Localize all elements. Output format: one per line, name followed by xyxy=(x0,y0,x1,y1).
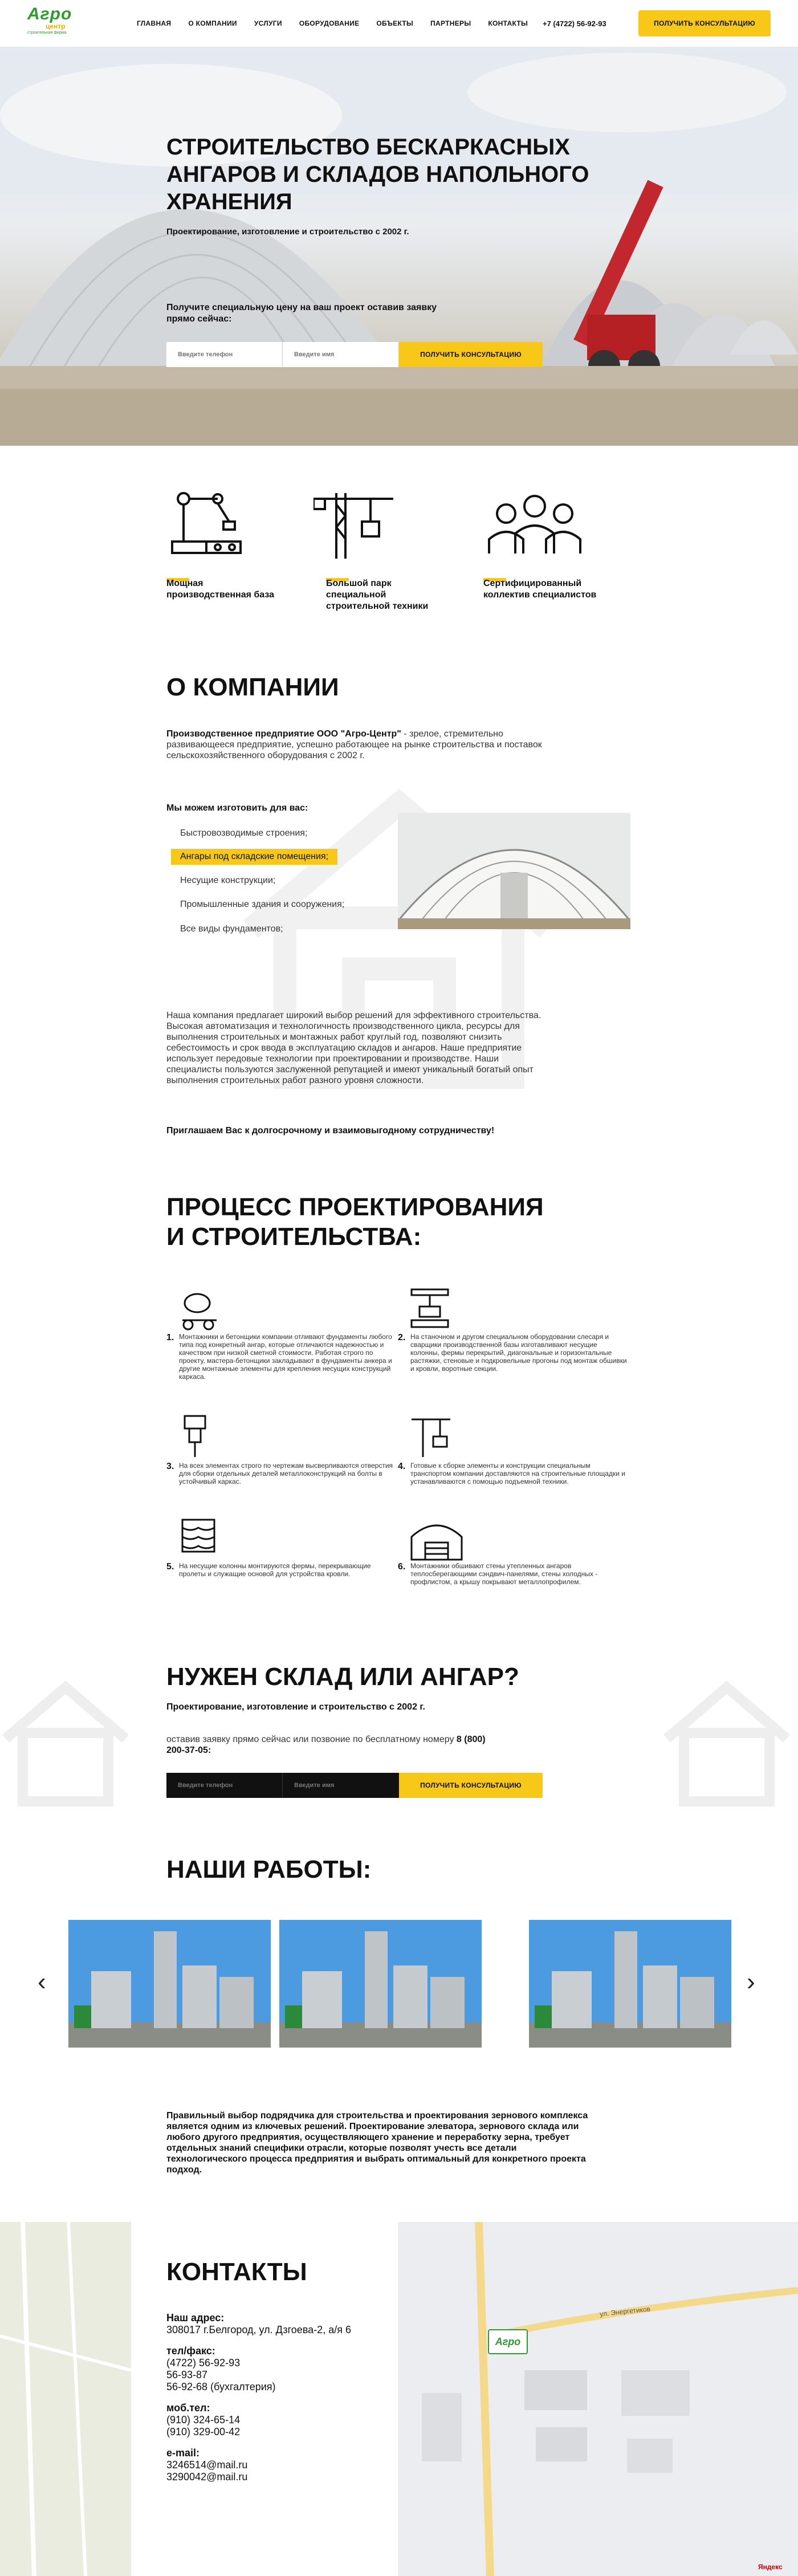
map-brand-label: Яндекс xyxy=(758,2563,783,2571)
list-item-highlighted: Ангары под складские помещения; xyxy=(171,849,337,865)
hero-subtitle: Проектирование, изготовление и строительство с 2002 г. xyxy=(166,227,409,237)
address-value: 308017 г.Белгород, ул. Дзгоева-2, а/я 6 xyxy=(166,2324,351,2335)
roof-tiles-icon xyxy=(177,1514,222,1560)
company-logo[interactable] xyxy=(27,6,79,41)
about-intro-rest: - зрелое, стремительно развивающееся предприятие, успешно работающее на рынке строительства и поставок сельскохозяйственного оборудования с 2002 г. xyxy=(166,729,542,760)
email-1[interactable]: 3246514@mail.ru xyxy=(166,2459,248,2471)
list-item: Промышленные здания и сооружения; xyxy=(180,900,345,909)
contacts-details xyxy=(166,2312,351,2483)
about-paragraph: Наша компания предлагает широкий выбор решений для эффективного строительства. Высокая автоматизация и технологичность производственного цикла, ресурсы для выполнения строительных и монтажных работ круглый год, позволяют снизить себестоимость и срок ввода в эксплуатацию складов и ангаров. Наше предприятие использует передовые технологии при проектировании и производстве. Наши специалисты пользуются заслуженной репутацией и имеют уникальный богатый опыт выполнения строительных работ разного уровня сложности. xyxy=(166,1011,542,1085)
carousel-next-arrow[interactable]: › xyxy=(747,1968,755,1996)
warehouse-icon xyxy=(408,1520,465,1565)
step-text: Монтажники и бетонщики компании отливают фундаменты любого типа под конкретный ангар, которые отличаются надежностью и качеством при низкой сметной стоимости. Работая строго по проекту, мастера-бетонщики закладывают в фундаменты анкера и другие монтажные элементы для крепления несущих конструкций каркаса. xyxy=(179,1333,392,1381)
map-street-label: ул. Энергетиков xyxy=(599,2305,651,2318)
feature-equipment-park xyxy=(326,578,440,618)
need-free-phone[interactable]: 8 (800) 200-37-05: xyxy=(166,1735,486,1755)
logo-text: Агро xyxy=(27,5,72,23)
process-title-line2: И СТРОИТЕЛЬСТВА: xyxy=(166,1223,422,1251)
map-location-marker[interactable]: Агро xyxy=(488,2329,528,2354)
work-photo-elevator[interactable] xyxy=(279,1920,482,2048)
about-list-title: Мы можем изготовить для вас: xyxy=(166,803,308,813)
elevator-silo-photo xyxy=(529,1920,731,2048)
phone-3[interactable]: 56-92-68 (бухгалтерия) xyxy=(166,2381,276,2392)
need-submit-button[interactable]: ПОЛУЧИТЬ КОНСУЛЬТАЦИЮ xyxy=(399,1773,543,1798)
mobile-1[interactable]: (910) 324-65-14 xyxy=(166,2414,241,2426)
step-number: 1. xyxy=(166,1333,174,1342)
step-number: 6. xyxy=(398,1562,406,1572)
address-label: Наш адрес: xyxy=(166,2312,225,2323)
contacts-map[interactable] xyxy=(0,2222,798,2576)
step-number: 4. xyxy=(398,1462,406,1471)
nav-item-about[interactable]: О КОМПАНИИ xyxy=(188,19,237,27)
works-title: НАШИ РАБОТЫ: xyxy=(166,1855,372,1883)
list-item: Все виды фундаментов; xyxy=(180,924,283,934)
site-header xyxy=(0,0,798,47)
elevator-silo-photo xyxy=(279,1920,482,2048)
step-number: 5. xyxy=(166,1562,174,1572)
nav-item-partners[interactable]: ПАРТНЕРЫ xyxy=(430,19,471,27)
work-photo-elevator[interactable] xyxy=(68,1920,271,2048)
email-label: e-mail: xyxy=(166,2447,200,2459)
concrete-mixer-icon xyxy=(177,1286,222,1332)
hangar-interior-photo xyxy=(398,813,630,929)
about-title: О КОМПАНИИ xyxy=(166,673,339,701)
need-phone-input[interactable] xyxy=(166,1773,283,1798)
hero-cta-text: Получите специальную цену на ваш проект оставив заявку прямо сейчас: xyxy=(166,303,437,324)
need-form xyxy=(166,1773,543,1798)
step-text: Монтажники обшивают стены утепленных ангаров теплосберегающими сэндвич-панелями, стены холодных - профлистом, а крышу покрывают металлопрофилем. xyxy=(410,1562,598,1586)
contacts-title: КОНТАКТЫ xyxy=(166,2258,307,2286)
feature-label: Большой парк специальной строительной техники xyxy=(326,579,429,611)
factory-robot-icon xyxy=(166,487,246,556)
hero-submit-button[interactable]: ПОЛУЧИТЬ КОНСУЛЬТАЦИЮ xyxy=(399,342,543,367)
need-name-input[interactable] xyxy=(283,1773,399,1798)
header-phone[interactable]: +7 (4722) 56-92-93 xyxy=(543,19,606,28)
hero-phone-input[interactable] xyxy=(166,342,283,367)
feature-production-base xyxy=(166,578,280,618)
nav-item-contacts[interactable]: КОНТАКТЫ xyxy=(488,19,528,27)
phones-label: тел/факс: xyxy=(166,2345,215,2357)
header-consult-button[interactable]: ПОЛУЧИТЬ КОНСУЛЬТАЦИЮ xyxy=(638,10,771,36)
feature-label: Сертифицированный коллектив специалистов xyxy=(483,579,597,600)
work-photo-elevator[interactable] xyxy=(529,1920,731,2048)
elevator-silo-photo xyxy=(68,1920,271,2048)
mobile-2[interactable]: (910) 329-00-42 xyxy=(166,2426,241,2437)
logo-sub-text: центр xyxy=(46,22,66,30)
step-text: На станочном и другом специальном оборудовании слесаря и сварщики производственной базы изготавливают несущие колонны, фермы перекрытий, диагональные и горизонтальные растяжки, стеновые и подкровельные прогоны под монтаж обшивки и кровли, воротные секции. xyxy=(410,1333,627,1373)
house-watermark-right-icon xyxy=(661,1676,792,1807)
logo-tagline: строительная фирма xyxy=(27,31,67,35)
crane-lift-icon xyxy=(408,1414,454,1459)
nav-item-objects[interactable]: ОБЪЕКТЫ xyxy=(376,19,414,27)
contacts-panel xyxy=(131,2222,398,2576)
phone-1[interactable]: (4722) 56-92-93 xyxy=(166,2357,241,2369)
list-item: Несущие конструкции; xyxy=(180,876,276,885)
workshop-machine-icon xyxy=(408,1286,454,1332)
hero-form xyxy=(166,342,543,367)
team-people-icon xyxy=(483,494,586,556)
email-2[interactable]: 3290042@mail.ru xyxy=(166,2471,248,2483)
nav-item-services[interactable]: УСЛУГИ xyxy=(254,19,282,27)
need-title: НУЖЕН СКЛАД ИЛИ АНГАР? xyxy=(166,1663,519,1691)
works-paragraph: Правильный выбор подрядчика для строительства и проектирования зернового комплекса является одним из ключевых решений. Проектирование элеватора, зернового склада или любого другого предприятия, осуществляющего хранение и переработку зерна, требует отдельных знаний специфики отрасли, которые позволят учесть все детали технологического процесса предприятия и выбрать оптимальный для конкретного проекта подход. xyxy=(166,2111,588,2175)
need-text xyxy=(166,1734,486,1756)
hero-title: СТРОИТЕЛЬСТВО БЕСКАРКАСНЫХ АНГАРОВ И СКЛАДОВ НАПОЛЬНОГО ХРАНЕНИЯ xyxy=(166,135,589,214)
step-number: 2. xyxy=(398,1333,406,1342)
feature-label: Мощная производственная база xyxy=(166,579,275,600)
hero-section xyxy=(0,47,798,446)
map-roads xyxy=(0,2222,798,2576)
phone-2[interactable]: 56-93-87 xyxy=(166,2369,208,2380)
step-text: Готовые к сборке элементы и конструкции специальным транспортом компании доставляются на строительные площадки и устанавливаются с помощью подъемной техники. xyxy=(410,1462,625,1486)
step-number: 3. xyxy=(166,1462,174,1471)
main-nav xyxy=(137,19,528,27)
house-watermark-left-icon xyxy=(0,1676,131,1807)
need-subtitle: Проектирование, изготовление и строительство с 2002 г. xyxy=(166,1702,425,1712)
process-title-line1: ПРОЦЕСС ПРОЕКТИРОВАНИЯ xyxy=(166,1193,544,1221)
feature-certified-team xyxy=(483,578,597,618)
nav-item-home[interactable]: ГЛАВНАЯ xyxy=(137,19,172,27)
nav-item-equipment[interactable]: ОБОРУДОВАНИЕ xyxy=(299,19,360,27)
about-intro-bold: Производственное предприятие ООО "Агро-Центр" xyxy=(166,729,401,739)
list-item: Быстровозводимые строения; xyxy=(180,828,308,838)
hero-hangar-photo xyxy=(0,47,798,446)
carousel-prev-arrow[interactable]: ‹ xyxy=(38,1968,46,1996)
mobile-label: моб.тел: xyxy=(166,2402,210,2414)
about-invite: Приглашаем Вас к долгосрочному и взаимовыгодному сотрудничеству! xyxy=(166,1126,495,1136)
about-intro xyxy=(166,729,565,761)
step-text: На несущие колонны монтируются фермы, перекрывающие пролеты и служащие основой для устройства кровли. xyxy=(179,1562,371,1578)
step-text: На всех элементах строго по чертежам высверливаются отверстия для сборки отдельных деталей металлоконструкций на болты в устойчивый каркас. xyxy=(179,1462,393,1486)
drill-icon xyxy=(177,1414,217,1459)
need-text-main: оставив заявку прямо сейчас или позвоние по бесплатному номеру xyxy=(166,1735,454,1744)
hero-name-input[interactable] xyxy=(283,342,399,367)
crane-icon xyxy=(314,487,399,561)
